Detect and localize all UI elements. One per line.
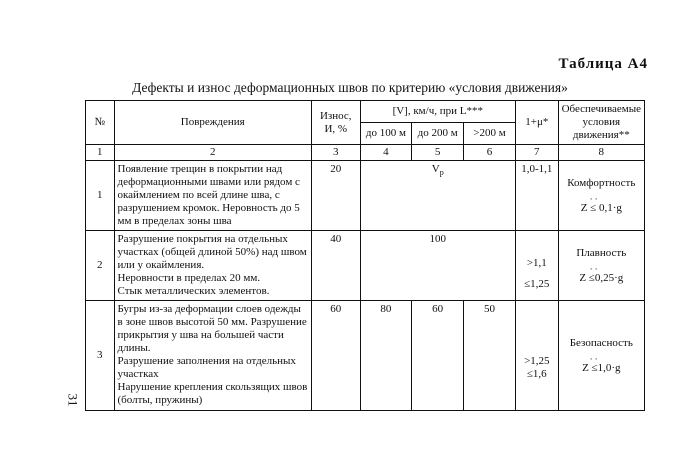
mu-top: >1,25 (524, 355, 550, 367)
condition-name: Безопасность (569, 336, 633, 349)
mu-value: 1,0-1,1 (516, 161, 559, 231)
col-num: 1 (86, 145, 115, 161)
mu-cell (516, 301, 559, 411)
mu-top: >1,1 (526, 257, 547, 269)
table-label: Таблица А4 (558, 56, 648, 72)
wear-value: 60 (311, 301, 360, 411)
column-number-row (86, 145, 645, 161)
damage-text: Разрушение покрытия на отдельных участках (общей длиной 50%) над швом или у окаймления. Неровности в пределах 20 мм. Стык металлических элементов. (114, 231, 311, 301)
speed-value-200: 60 (412, 301, 464, 411)
col-num: 3 (311, 145, 360, 161)
mu-bottom: ≤1,25 (524, 278, 550, 290)
col-header-speed-100: до 100 м (360, 123, 412, 145)
condition-formula: Z ≤0,25·g (579, 271, 624, 284)
col-num: 6 (464, 145, 516, 161)
damage-text: Появление трещин в покрытии над деформационными швами или рядом с окаймлением по всей длине шва, с разрушением кромок. Неровность до 5 мм в пределах зоны шва (114, 161, 311, 231)
speed-value-100: 80 (360, 301, 412, 411)
table-row (86, 231, 645, 301)
col-num: 8 (558, 145, 644, 161)
wear-value: 40 (311, 231, 360, 301)
col-header-damage: Повреждения (114, 101, 311, 145)
condition-name: Комфортность (567, 176, 636, 189)
speed-value: $V_р$ (360, 161, 515, 231)
col-num: 5 (412, 145, 464, 161)
col-num: 4 (360, 145, 412, 161)
table-row (86, 161, 645, 231)
mu-cell (516, 231, 559, 301)
double-dot-icon: ·· (589, 353, 600, 364)
table-row (86, 301, 645, 411)
row-number: 2 (86, 231, 115, 301)
condition-cell (558, 301, 644, 411)
header-row (86, 101, 645, 123)
defects-table (85, 100, 645, 411)
speed-value-over200: 50 (464, 301, 516, 411)
condition-name: Плавность (576, 246, 627, 259)
double-dot-icon: ·· (589, 263, 600, 274)
col-header-mu: 1+μ* (516, 101, 559, 145)
speed-value: 100 (360, 231, 515, 301)
double-dot-icon: ·· (589, 193, 600, 204)
condition-cell (558, 161, 644, 231)
col-num: 7 (516, 145, 559, 161)
col-header-no: № (86, 101, 115, 145)
page-number: 31 (65, 393, 81, 407)
row-number: 1 (86, 161, 115, 231)
col-num: 2 (114, 145, 311, 161)
condition-cell (558, 231, 644, 301)
condition-formula: Z ≤ 0,1·g (580, 201, 622, 214)
condition-formula: Z ≤1,0·g (582, 361, 621, 374)
col-header-wear: Износ, И, % (311, 101, 360, 145)
damage-text: Бугры из-за деформации слоев одежды в зоне швов высотой 50 мм. Разрушение прикрытия у шва на большей части длины. Разрушение заполнения на отдельных участках Нарушение крепления скользящих швов (болты, пружины) (114, 301, 311, 411)
table-title: Дефекты и износ деформационных швов по критерию «условия движения» (132, 80, 568, 95)
row-number: 3 (86, 301, 115, 411)
wear-value: 20 (311, 161, 360, 231)
col-header-speed-over200: >200 м (464, 123, 516, 145)
mu-bottom: ≤1,6 (526, 368, 547, 380)
col-header-speed-200: до 200 м (412, 123, 464, 145)
col-header-speed: [V], км/ч, при L*** (360, 101, 515, 123)
col-header-conditions: Обеспечиваемые условия движения** (558, 101, 644, 145)
